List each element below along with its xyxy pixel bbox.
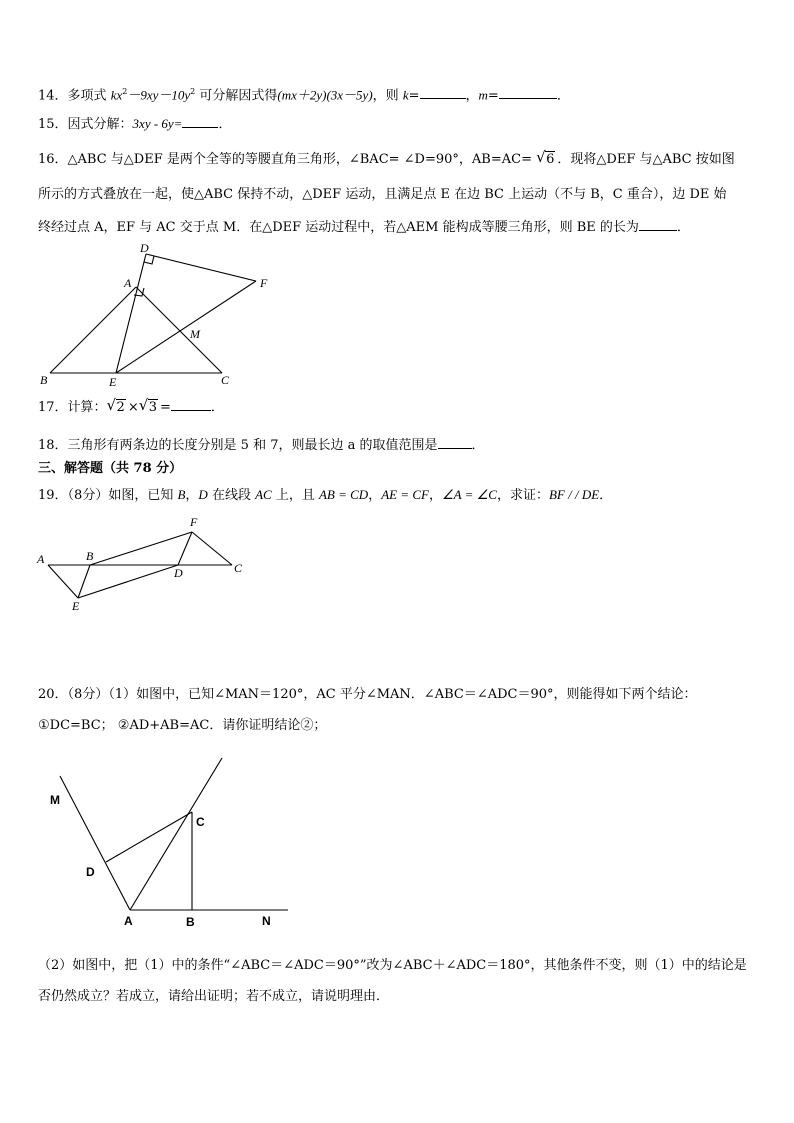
q19-figure [34, 512, 254, 616]
label-e: E [72, 599, 80, 613]
line-ed [78, 565, 178, 598]
q14-expr2: －9xy－10y [127, 87, 191, 103]
q16-sqrt [536, 151, 555, 169]
line-ba [50, 287, 136, 373]
line-fd [178, 532, 192, 565]
line-ae [48, 565, 78, 598]
q19-t3: 上，且 [271, 488, 319, 503]
q16-end: ． [676, 220, 690, 235]
label-f: F [260, 276, 268, 290]
q14-expr1: kx [110, 87, 123, 103]
label-m: M [50, 793, 60, 807]
q14-eq1: = [408, 88, 420, 104]
question-16-line1 [38, 151, 735, 169]
q20-figure [44, 754, 304, 930]
question-20-line1 [38, 686, 697, 704]
q14-sup2: 2 [190, 87, 196, 96]
q19-eq3: ∠A = ∠C [442, 487, 497, 502]
q15-blank[interactable] [182, 115, 218, 128]
label-m: M [190, 327, 200, 341]
q17-eq: = [160, 400, 171, 415]
q19-ac: AC [255, 487, 272, 502]
section-3-title [38, 460, 182, 478]
line-ef [116, 281, 256, 373]
q14-m: m [478, 87, 488, 103]
question-20-line2 [38, 717, 326, 735]
q17-sqrt1 [107, 399, 126, 417]
question-17 [38, 398, 224, 417]
label-c: C [196, 815, 205, 829]
q18-text: 18．三角形有两条边的长度分别是 5 和 7，则最长边 a 的取值范围是 [38, 438, 438, 453]
label-c: C [221, 373, 230, 387]
q16-blank[interactable] [639, 218, 677, 231]
label-b: B [86, 549, 94, 563]
q17-rad2: 3 [148, 400, 158, 415]
question-20-line3 [38, 957, 747, 975]
q14-blank-k[interactable] [420, 86, 466, 99]
q16-rad-value: 6 [546, 152, 555, 167]
q17-prefix: 17．计算： [38, 400, 107, 415]
q16-line1a: 16．△ABC 与△DEF 是两个全等的等腰直角三角形，∠BAC= ∠D=90°，AB=AC= [38, 152, 537, 167]
q14-expr3: (mx＋2y)(3x－5y) [277, 87, 373, 103]
question-16-line3 [38, 218, 690, 237]
q19-b: B [177, 487, 186, 502]
q20-line4: 否仍然成立？若成立，请给出证明；若不成立，请说明理由． [38, 989, 390, 1004]
line-be [78, 565, 90, 598]
q19-t4: ，求证： [496, 488, 549, 503]
q16-line2: 所示的方式叠放在一起，使△ABC 保持不动，△DEF 运动，且满足点 E 在边 BC 上运动（不与 B，C 重合），边 DE 始 [38, 187, 727, 202]
q19-conclusion: BF / / DE [548, 487, 600, 502]
q14-k: k [402, 87, 409, 103]
label-f: F [190, 515, 198, 529]
q20-line1: 20．（8分）（1）如图中，已知∠MAN＝120°，AC 平分∠MAN．∠ABC＝∠ADC＝90°，则能得如下两个结论： [38, 687, 697, 702]
q14-end: ． [556, 88, 570, 104]
q14-sup1: 2 [122, 87, 128, 96]
label-d: D [174, 566, 183, 580]
q18-blank[interactable] [438, 436, 472, 449]
q16-line1b: ．现将△DEF 与△ABC 按如图 [557, 152, 735, 167]
q19-c1: ， [368, 488, 382, 503]
label-a: A [124, 914, 133, 928]
label-d: D [140, 241, 149, 255]
q15-end: ． [218, 117, 232, 132]
line-fc [192, 532, 232, 565]
q20-line2: ①DC=BC； ②AD+AB=AC．请你证明结论②； [38, 718, 327, 733]
line-df [146, 254, 256, 281]
q19-eq2: AE = CF [381, 487, 429, 502]
q19-d: D [198, 487, 208, 502]
q19-eq1: AB = CD [318, 487, 369, 502]
q14-suffix: ，则 [372, 88, 403, 104]
q17-blank[interactable] [171, 398, 211, 411]
q15-text: 15．因式分解： [38, 117, 133, 132]
label-a: A [37, 552, 45, 566]
label-c: C [234, 561, 243, 575]
q17-sqrt2 [139, 399, 158, 417]
q19-sep: ， [185, 488, 199, 503]
question-14 [38, 83, 570, 105]
q19-text: 19．（8分）如图，已知 [38, 488, 178, 503]
question-15 [38, 115, 231, 134]
question-19 [38, 486, 612, 505]
label-b: B [186, 915, 195, 929]
label-e: E [109, 375, 117, 389]
ray-am [60, 776, 130, 910]
question-18 [38, 436, 485, 455]
label-b: B [40, 373, 48, 387]
label-a: A [124, 276, 132, 290]
q14-blank-m[interactable] [499, 86, 557, 99]
line-dc [106, 812, 192, 862]
question-20-line4 [38, 988, 389, 1006]
q16-line3: 终经过点 A，EF 与 AC 交于点 M．在△DEF 运动过程中，若△AEM 能构成等腰三角形，则 BE 的长为 [38, 220, 639, 235]
q14-eq2: = [487, 88, 499, 104]
label-d: D [86, 865, 95, 879]
q17-end: ． [210, 400, 224, 415]
q16-figure [36, 240, 286, 390]
q14-comma: ， [465, 88, 479, 104]
line-bf [90, 532, 192, 565]
q14-prefix: 14．多项式 [38, 88, 111, 104]
q19-end: ． [599, 488, 613, 503]
ray-ac [130, 758, 222, 910]
q17-rad1: 2 [116, 400, 125, 415]
q15-expr: 3xy - 6y= [132, 116, 183, 131]
q19-t2: 在线段 [207, 488, 256, 503]
label-n: N [262, 914, 271, 928]
q14-mid: 可分解因式得 [195, 88, 278, 104]
q19-c2: ， [428, 488, 442, 503]
q20-line3: （2）如图中，把（1）中的条件“∠ABC＝∠ADC＝90°”改为∠ABC＋∠ADC＝180°，其他条件不变，则（1）中的结论是 [38, 958, 747, 973]
section-3-title-text: 三、解答题（共 78 分） [38, 461, 183, 476]
q17-times: × [127, 400, 139, 415]
line-ac [136, 287, 222, 373]
line-ed [116, 254, 146, 373]
q18-end: ． [471, 438, 485, 453]
question-16-line2 [38, 186, 727, 204]
right-angle-a [134, 288, 144, 296]
